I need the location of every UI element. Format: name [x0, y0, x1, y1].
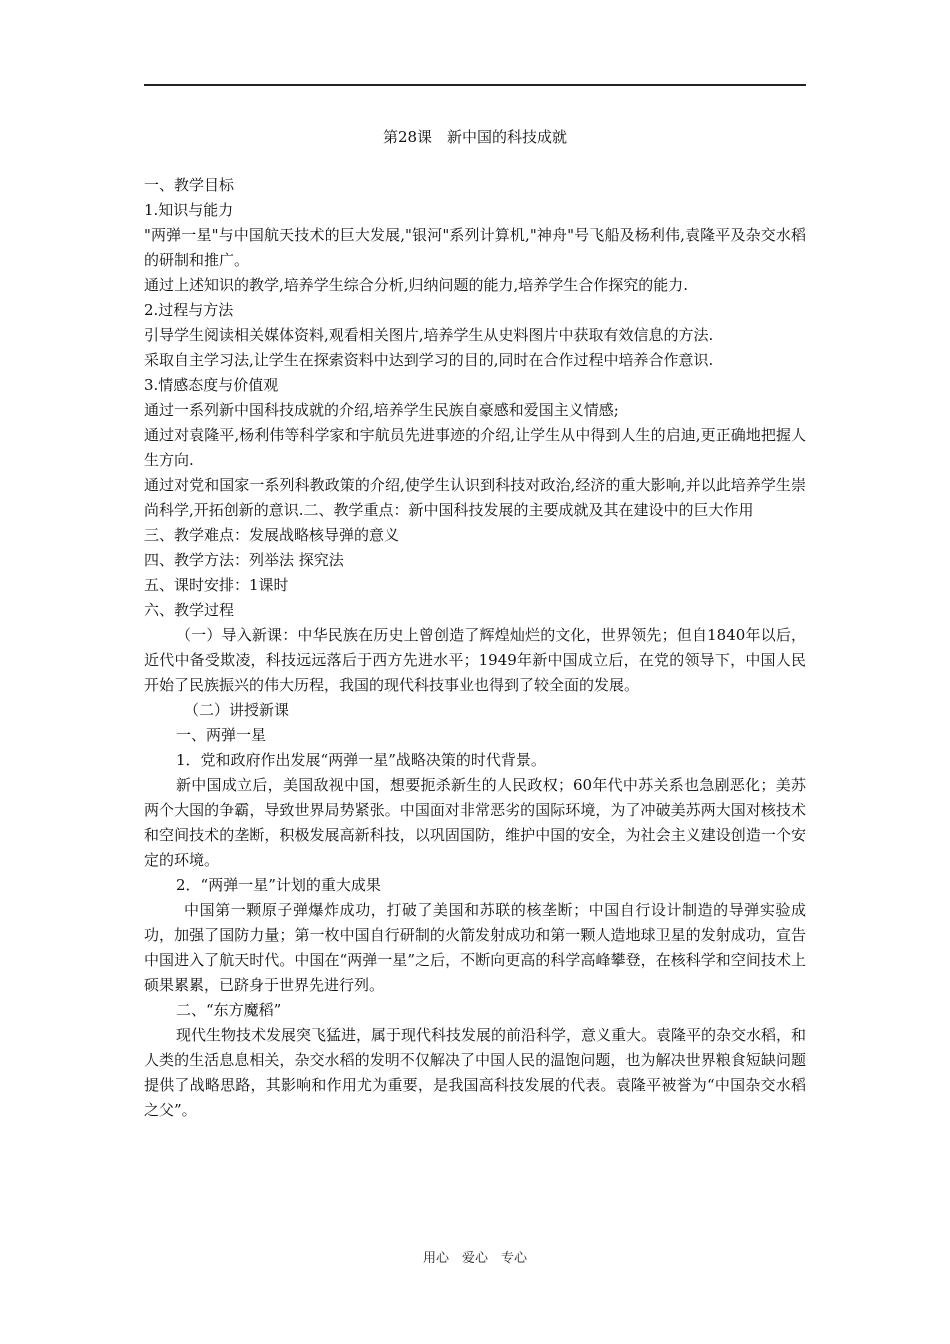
paragraph: 新中国成立后，美国敌视中国，想要扼杀新生的人民政权；60年代中苏关系也急剧恶化；美苏两个大国的争霸，导致世界局势紧张。中国面对非常恶劣的国际环境，为了冲破美苏两大国对核技术和空间技术的垄断，积极发展高新科技，以巩固国防，维护中国的安全，为社会主义建设创造一个安定的环境。 — [144, 776, 806, 869]
paragraph: 引导学生阅读相关媒体资料,观看相关图片,培养学生从史料图片中获取有效信息的方法. — [144, 326, 714, 344]
section-heading: 二、“东方魔稻” — [176, 1001, 282, 1019]
section-subheading: 1．党和政府作出发展“两弹一星”战略决策的时代背景。 — [176, 751, 546, 769]
document-body — [144, 173, 806, 1123]
page-footer: 用心 爱心 专心 — [422, 1251, 527, 1266]
lesson-title: 第28课 新中国的科技成就 — [382, 128, 568, 146]
section-subheading: 2．“两弹一星”计划的重大成果 — [176, 876, 381, 894]
paragraph: 现代生物技术发展突飞猛进，属于现代科技发展的前沿科学，意义重大。袁隆平的杂交水稻，和人类的生活息息相关，杂交水稻的发明不仅解决了中国人民的温饱问题，也为解决世界粮食短缺问题提供了战略思路，其影响和作用尤为重要，是我国高科技发展的代表。袁隆平被誉为“中国杂交水稻之父”。 — [144, 1026, 807, 1119]
heading-schedule: 五、课时安排：1课时 — [144, 576, 289, 594]
heading-teaching-goals: 一、教学目标 — [144, 176, 235, 194]
paragraph: 通过对袁隆平,杨利伟等科学家和宇航员先进事迹的介绍,让学生从中得到人生的启迪,更正确地把握人生方向. — [144, 426, 806, 469]
paragraph: 通过上述知识的教学,培养学生综合分析,归纳问题的能力,培养学生合作探究的能力. — [144, 276, 689, 294]
heading-methods: 四、教学方法：列举法 探究法 — [144, 551, 344, 569]
heading-difficulty: 三、教学难点：发展战略核导弹的意义 — [144, 526, 400, 544]
header-rule — [144, 84, 806, 86]
heading-process: 六、教学过程 — [144, 601, 235, 619]
subheading-new-lesson: （二）讲授新课 — [184, 701, 290, 719]
paragraph: 采取自主学习法,让学生在探索资料中达到学习的目的,同时在合作过程中培养合作意识. — [144, 351, 714, 369]
paragraph: 中国第一颗原子弹爆炸成功，打破了美国和苏联的核垄断；中国自行设计制造的导弹实验成功，加强了国防力量；第一枚中国自行研制的火箭发射成功和第一颗人造地球卫星的发射成功，宣告中国进入了航天时代。中国在“两弹一星”之后，不断向更高的科学高峰攀登，在核科学和空间技术上硕果累累，已跻身于世界先进行列。 — [144, 901, 806, 994]
paragraph: 通过一系列新中国科技成就的介绍,培养学生民族自豪感和爱国主义情感; — [144, 401, 619, 419]
subheading-knowledge: 1.知识与能力 — [144, 201, 234, 219]
paragraph: "两弹一星"与中国航天技术的巨大发展,"银河"系列计算机,"神舟"号飞船及杨利伟,袁隆平及杂交水稻的研制和推广。 — [144, 226, 806, 269]
subheading-process: 2.过程与方法 — [144, 301, 234, 319]
paragraph-intro: （一）导入新课：中华民族在历史上曾创造了辉煌灿烂的文化，世界领先；但自1840年以后，近代中备受欺凌，科技远远落后于西方先进水平；1949年新中国成立后，在党的领导下，中国人民开始了民族振兴的伟大历程，我国的现代科技事业也得到了较全面的发展。 — [144, 626, 806, 694]
paragraph: 通过对党和国家一系列科教政策的介绍,使学生认识到科技对政治,经济的重大影响,并以此培养学生崇尚科学,开拓创新的意识.二、教学重点：新中国科技发展的主要成就及其在建设中的巨大作用 — [144, 476, 806, 519]
section-heading: 一、两弹一星 — [176, 726, 267, 744]
subheading-values: 3.情感态度与价值观 — [144, 376, 279, 394]
